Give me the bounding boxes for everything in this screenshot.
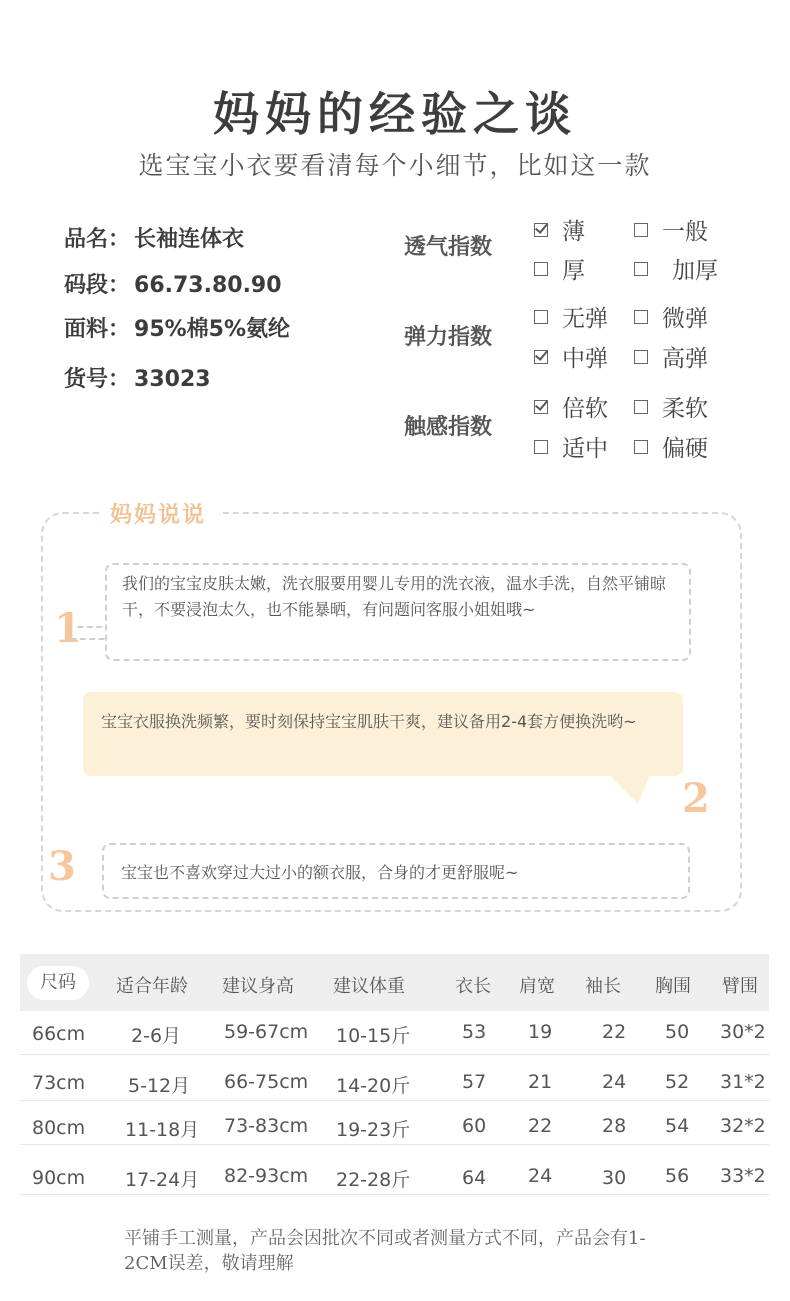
page-title: 妈妈的经验之谈 (213, 87, 577, 141)
product-sizes-value: 66.73.80.90 (134, 273, 282, 298)
option-label: 偏硬 (662, 436, 708, 462)
cell-sleeve: 22 (602, 1021, 627, 1043)
mama-says-title: 妈妈说说 (110, 503, 207, 528)
cell-chest: 50 (665, 1021, 690, 1043)
product-name (64, 222, 244, 253)
option-slight-stretch[interactable] (634, 300, 708, 333)
header-weight: 建议体重 (333, 976, 405, 997)
option-high-stretch[interactable] (634, 340, 708, 373)
cell-length: 60 (462, 1115, 487, 1137)
checkbox-icon (634, 350, 648, 364)
option-label: 高弹 (662, 346, 708, 372)
option-no-stretch[interactable] (534, 300, 608, 333)
option-label: 适中 (562, 436, 608, 462)
checkbox-icon (534, 440, 548, 454)
product-sizes (64, 268, 282, 299)
option-label: 中弹 (562, 346, 608, 372)
cell-height: 59-67cm (224, 1021, 309, 1043)
header-arm: 臂围 (722, 976, 758, 997)
option-label: 柔软 (662, 396, 708, 422)
cell-arm: 33*2 (720, 1165, 766, 1187)
product-sku-value: 33023 (134, 367, 211, 392)
cell-sleeve: 24 (602, 1071, 627, 1093)
checkbox-icon (634, 262, 648, 276)
cell-weight: 22-28斤 (336, 1169, 411, 1191)
cell-weight: 19-23斤 (336, 1119, 411, 1141)
cell-chest: 54 (665, 1115, 690, 1137)
option-label: 倍软 (562, 396, 608, 422)
cell-size: 90cm (32, 1167, 86, 1189)
tip-text-3: 宝宝也不喜欢穿过大过小的额衣服，合身的才更舒服呢~ (121, 863, 519, 882)
cell-height: 66-75cm (224, 1071, 309, 1093)
product-fabric-value: 95%棉5%氨纶 (134, 317, 291, 342)
cell-chest: 52 (665, 1071, 690, 1093)
table-row (20, 1145, 769, 1195)
cell-shoulder: 21 (528, 1071, 553, 1093)
cell-age: 17-24月 (125, 1169, 200, 1191)
option-extra-soft[interactable] (534, 390, 608, 423)
cell-age: 11-18月 (125, 1119, 200, 1141)
tip-number-1: 1 (54, 605, 82, 652)
tip-number-3: 3 (48, 843, 76, 890)
cell-sleeve: 30 (602, 1167, 627, 1189)
cell-arm: 32*2 (720, 1115, 766, 1137)
cell-length: 64 (462, 1167, 487, 1189)
option-medium-stretch[interactable] (534, 340, 608, 373)
header-height: 建议身高 (222, 976, 294, 997)
cell-sleeve: 28 (602, 1115, 627, 1137)
header-age: 适合年龄 (116, 976, 188, 997)
tip-text-2: 宝宝衣服换洗频繁，要时刻保持宝宝肌肤干爽，建议备用2-4套方便换洗哟~ (101, 712, 637, 731)
header-length: 衣长 (455, 976, 491, 997)
option-moderate[interactable] (534, 430, 608, 463)
cell-shoulder: 22 (528, 1115, 553, 1137)
option-label: 薄 (562, 219, 585, 245)
cell-weight: 10-15斤 (336, 1025, 411, 1047)
cell-chest: 56 (665, 1165, 690, 1187)
cell-length: 53 (462, 1021, 487, 1043)
cell-age: 5-12月 (128, 1075, 191, 1097)
cell-size: 73cm (32, 1072, 86, 1094)
product-sizes-label: 码段： (64, 273, 131, 298)
header-shoulder: 肩宽 (519, 976, 555, 997)
product-fabric (64, 312, 290, 343)
table-row (20, 1011, 769, 1055)
table-row (20, 1101, 769, 1145)
checkbox-icon (634, 440, 648, 454)
option-thick[interactable] (534, 252, 585, 285)
checkbox-icon (534, 310, 548, 324)
option-label: 无弹 (562, 306, 608, 332)
product-sku-label: 货号： (64, 367, 131, 392)
option-label: 微弹 (662, 306, 708, 332)
cell-length: 57 (462, 1071, 487, 1093)
cell-height: 73-83cm (224, 1115, 309, 1137)
cell-height: 82-93cm (224, 1165, 309, 1187)
page-subtitle: 选宝宝小衣要看清每个小细节，比如这一款 (138, 151, 652, 180)
option-extra-thick[interactable] (634, 252, 718, 285)
checkbox-icon (534, 350, 548, 364)
checkbox-icon (634, 310, 648, 324)
header-size: 尺码 (27, 966, 89, 1000)
tip-number-2: 2 (682, 775, 710, 822)
product-fabric-label: 面料： (64, 317, 131, 342)
table-row (20, 1055, 769, 1101)
table-header (20, 954, 769, 1011)
checkbox-icon (534, 223, 548, 237)
cell-age: 2-6月 (131, 1025, 182, 1047)
option-thin[interactable] (534, 213, 585, 246)
cell-size: 66cm (32, 1023, 86, 1045)
cell-size: 80cm (32, 1117, 86, 1139)
checkbox-icon (634, 223, 648, 237)
product-name-value: 长袖连体衣 (134, 227, 245, 252)
cell-arm: 31*2 (720, 1071, 766, 1093)
texture-label: 触感指数 (404, 415, 493, 440)
checkbox-icon (534, 262, 548, 276)
size-table (20, 954, 769, 1191)
header-chest: 胸围 (655, 976, 691, 997)
option-label: 厚 (562, 258, 585, 284)
measurement-note: 平铺手工测量，产品会因批次不同或者测量方式不同，产品会有1-2CM误差，敬请理解 (124, 1228, 646, 1274)
product-sku (64, 362, 211, 393)
option-label: 加厚 (672, 258, 718, 284)
option-normal[interactable] (634, 213, 708, 246)
option-firm[interactable] (634, 430, 708, 463)
tip-text-1: 我们的宝宝皮肤太嫩，洗衣服要用婴儿专用的洗衣液，温水手洗，自然平铺晾干，不要浸泡太久，也不能暴晒，有问题问客服小姐姐哦~ (122, 574, 667, 619)
checkbox-icon (534, 400, 548, 414)
elasticity-label: 弹力指数 (404, 325, 493, 350)
cell-arm: 30*2 (720, 1021, 766, 1043)
cell-shoulder: 19 (528, 1021, 553, 1043)
checkbox-icon (634, 400, 648, 414)
option-label: 一般 (662, 219, 708, 245)
breathability-label: 透气指数 (404, 235, 493, 260)
header-sleeve: 袖长 (585, 976, 621, 997)
option-soft[interactable] (634, 390, 708, 423)
product-name-label: 品名： (64, 227, 131, 252)
cell-weight: 14-20斤 (336, 1075, 411, 1097)
cell-shoulder: 24 (528, 1165, 553, 1187)
